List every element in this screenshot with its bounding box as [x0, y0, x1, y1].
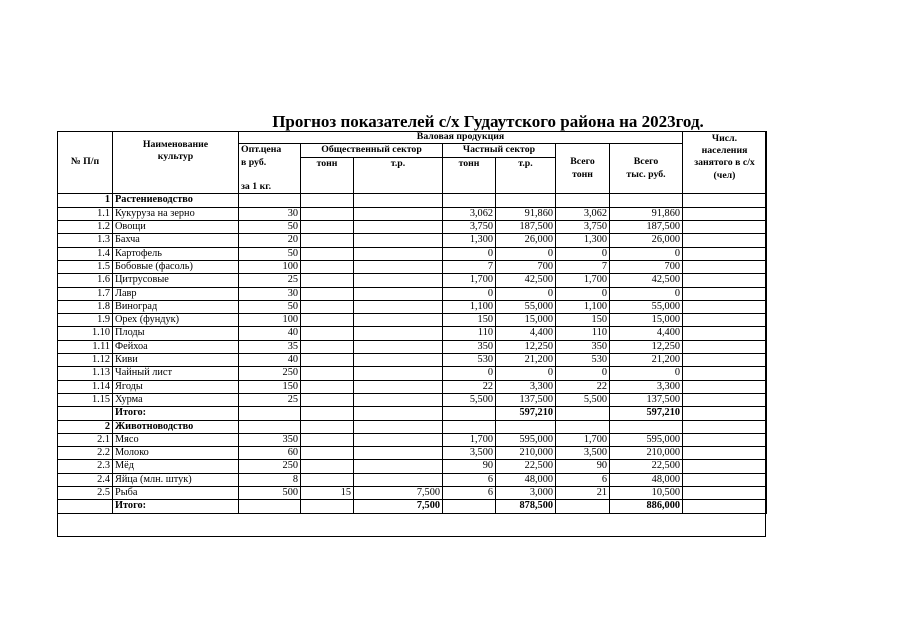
- document-title: Прогноз показателей с/х Гудаутского района на 2023год.: [272, 112, 704, 131]
- price-cell: 25: [239, 274, 301, 287]
- total-rub-cell: 48,000: [610, 473, 683, 486]
- crop-name: Рыба: [113, 487, 239, 500]
- population-cell: [683, 314, 767, 327]
- private-tr-cell: 42,500: [496, 274, 556, 287]
- private-tons-cell: 0: [443, 367, 496, 380]
- price-cell: 50: [239, 300, 301, 313]
- empty-cell: [301, 407, 354, 420]
- total-tons-cell: 1,300: [556, 234, 610, 247]
- row-number: 2.3: [58, 460, 113, 473]
- production-forecast-table: [57, 131, 767, 514]
- private-tons-cell: 1,300: [443, 234, 496, 247]
- total-tons-cell: 0: [556, 247, 610, 260]
- header-gross-production: Валовая продукция: [239, 131, 683, 144]
- empty-cell: [443, 194, 496, 207]
- price-cell: 60: [239, 447, 301, 460]
- total-rub-cell: 0: [610, 367, 683, 380]
- total-rub-cell: 0: [610, 287, 683, 300]
- public-tons-cell: [301, 340, 354, 353]
- empty-cell: [683, 420, 767, 433]
- private-tr-cell: 55,000: [496, 300, 556, 313]
- population-cell: [683, 287, 767, 300]
- public-tons-cell: [301, 234, 354, 247]
- population-cell: [683, 354, 767, 367]
- table-row: [58, 207, 767, 220]
- price-cell: 40: [239, 354, 301, 367]
- public-tr-cell: [354, 380, 443, 393]
- row-number: 1.15: [58, 393, 113, 406]
- total-tons-cell: 1,700: [556, 433, 610, 446]
- public-tons-cell: [301, 314, 354, 327]
- crop-name: Лавр: [113, 287, 239, 300]
- private-tons-cell: 530: [443, 354, 496, 367]
- price-cell: 35: [239, 340, 301, 353]
- price-cell: 20: [239, 234, 301, 247]
- table-row: [58, 314, 767, 327]
- price-cell: 150: [239, 380, 301, 393]
- private-tons-cell: 0: [443, 247, 496, 260]
- total-rub-cell: 91,860: [610, 207, 683, 220]
- total-rub-cell: 0: [610, 247, 683, 260]
- population-cell: [683, 367, 767, 380]
- private-tons-cell: 1,100: [443, 300, 496, 313]
- table-row: [58, 260, 767, 273]
- total-rub-cell: 700: [610, 260, 683, 273]
- price-cell: 250: [239, 367, 301, 380]
- empty-cell: [683, 500, 767, 513]
- private-tr-cell: 48,000: [496, 473, 556, 486]
- private-tons-cell: 150: [443, 314, 496, 327]
- row-number: 1.13: [58, 367, 113, 380]
- table-row: [58, 234, 767, 247]
- total-public-tr: 7,500: [354, 500, 443, 513]
- public-tr-cell: [354, 274, 443, 287]
- public-tr-cell: [354, 314, 443, 327]
- total-tons-cell: 1,700: [556, 274, 610, 287]
- table-row: [58, 221, 767, 234]
- total-rub-cell: 210,000: [610, 447, 683, 460]
- row-number: 1.11: [58, 340, 113, 353]
- public-tons-cell: [301, 473, 354, 486]
- row-number: 2.1: [58, 433, 113, 446]
- crop-name: Цитрусовые: [113, 274, 239, 287]
- public-tons-cell: [301, 393, 354, 406]
- total-tons-cell: 150: [556, 314, 610, 327]
- total-tons-cell: 0: [556, 287, 610, 300]
- header-public-sector: Общественный сектор: [301, 144, 443, 157]
- private-tr-cell: 210,000: [496, 447, 556, 460]
- price-cell: 100: [239, 314, 301, 327]
- table-row: [58, 447, 767, 460]
- total-rub-cell: 4,400: [610, 327, 683, 340]
- crop-name: Молоко: [113, 447, 239, 460]
- total-tons-cell: 6: [556, 473, 610, 486]
- crop-name: Яйца (млн. штук): [113, 473, 239, 486]
- private-tons-cell: 1,700: [443, 274, 496, 287]
- row-number: 1.9: [58, 314, 113, 327]
- public-tr-cell: [354, 234, 443, 247]
- total-tons-cell: 0: [556, 367, 610, 380]
- empty-cell: [683, 194, 767, 207]
- public-tr-cell: [354, 433, 443, 446]
- public-tons-cell: [301, 433, 354, 446]
- crop-name: Виноград: [113, 300, 239, 313]
- price-cell: 350: [239, 433, 301, 446]
- section-name: Животноводство: [113, 420, 239, 433]
- price-cell: 8: [239, 473, 301, 486]
- population-cell: [683, 221, 767, 234]
- total-rub-cell: 595,000: [610, 433, 683, 446]
- private-tr-cell: 0: [496, 287, 556, 300]
- crop-name: Овощи: [113, 221, 239, 234]
- population-cell: [683, 380, 767, 393]
- price-cell: 30: [239, 207, 301, 220]
- private-tr-cell: 0: [496, 367, 556, 380]
- table-row: [58, 380, 767, 393]
- public-tr-cell: [354, 300, 443, 313]
- empty-cell: [301, 500, 354, 513]
- table-row: [58, 460, 767, 473]
- private-tr-cell: 26,000: [496, 234, 556, 247]
- price-cell: 50: [239, 247, 301, 260]
- table-row: [58, 473, 767, 486]
- total-tons-cell: 1,100: [556, 300, 610, 313]
- empty-cell: [556, 420, 610, 433]
- public-tons-cell: [301, 221, 354, 234]
- table-row: [58, 287, 767, 300]
- total-private-tr: 597,210: [496, 407, 556, 420]
- public-tons-cell: [301, 274, 354, 287]
- public-tons-cell: [301, 260, 354, 273]
- total-rub-cell: 22,500: [610, 460, 683, 473]
- population-cell: [683, 207, 767, 220]
- section-name: Растениеводство: [113, 194, 239, 207]
- empty-cell: [443, 500, 496, 513]
- public-tons-cell: [301, 207, 354, 220]
- public-tr-cell: [354, 367, 443, 380]
- header-private-tr: т.р.: [496, 157, 556, 194]
- private-tons-cell: 5,500: [443, 393, 496, 406]
- header-total-tons: Всего тонн: [556, 144, 610, 194]
- private-tons-cell: 6: [443, 487, 496, 500]
- total-tons-cell: 90: [556, 460, 610, 473]
- total-row: [58, 407, 767, 420]
- public-tr-cell: [354, 287, 443, 300]
- private-tr-cell: 3,000: [496, 487, 556, 500]
- empty-cell: [496, 194, 556, 207]
- total-rub-cell: 3,300: [610, 380, 683, 393]
- empty-cell: [301, 420, 354, 433]
- row-number: 1.5: [58, 260, 113, 273]
- row-number: 1.12: [58, 354, 113, 367]
- row-number: 1.1: [58, 207, 113, 220]
- price-cell: 40: [239, 327, 301, 340]
- table-row: [58, 327, 767, 340]
- private-tr-cell: 137,500: [496, 393, 556, 406]
- crop-name: Орех (фундук): [113, 314, 239, 327]
- empty-cell: [354, 420, 443, 433]
- crop-name: Фейхоа: [113, 340, 239, 353]
- private-tr-cell: 3,300: [496, 380, 556, 393]
- header-private-tons: тонн: [443, 157, 496, 194]
- empty-cell: [239, 407, 301, 420]
- public-tr-cell: [354, 221, 443, 234]
- private-tr-cell: 91,860: [496, 207, 556, 220]
- total-tons-cell: 3,062: [556, 207, 610, 220]
- total-label: Итого:: [113, 500, 239, 513]
- population-cell: [683, 274, 767, 287]
- header-name: Наименование культур: [113, 131, 239, 194]
- private-tons-cell: 350: [443, 340, 496, 353]
- public-tr-cell: [354, 354, 443, 367]
- empty-cell: [683, 407, 767, 420]
- total-tons-cell: 3,500: [556, 447, 610, 460]
- public-tons-cell: [301, 367, 354, 380]
- population-cell: [683, 327, 767, 340]
- empty-cell: [610, 194, 683, 207]
- population-cell: [683, 234, 767, 247]
- crop-name: Мясо: [113, 433, 239, 446]
- total-tons-cell: 22: [556, 380, 610, 393]
- empty-cell: [354, 194, 443, 207]
- header-private-sector: Частный сектор: [443, 144, 556, 157]
- private-tr-cell: 12,250: [496, 340, 556, 353]
- total-rub-cell: 12,250: [610, 340, 683, 353]
- population-cell: [683, 247, 767, 260]
- empty-cell: [496, 420, 556, 433]
- total-rub-cell: 15,000: [610, 314, 683, 327]
- empty-cell: [443, 407, 496, 420]
- private-tons-cell: 3,500: [443, 447, 496, 460]
- public-tons-cell: [301, 354, 354, 367]
- total-private-tr: 878,500: [496, 500, 556, 513]
- price-cell: 50: [239, 221, 301, 234]
- private-tons-cell: 3,062: [443, 207, 496, 220]
- private-tr-cell: 700: [496, 260, 556, 273]
- header-num: № П/п: [58, 131, 113, 194]
- row-number: 2.2: [58, 447, 113, 460]
- public-tr-cell: [354, 473, 443, 486]
- private-tr-cell: 15,000: [496, 314, 556, 327]
- row-number: 2.4: [58, 473, 113, 486]
- population-cell: [683, 300, 767, 313]
- public-tr-cell: [354, 340, 443, 353]
- private-tr-cell: 187,500: [496, 221, 556, 234]
- population-cell: [683, 393, 767, 406]
- header-population: Числ. населения занятого в с/х (чел): [683, 131, 767, 194]
- private-tons-cell: 22: [443, 380, 496, 393]
- total-rub: 597,210: [610, 407, 683, 420]
- row-number: 1.8: [58, 300, 113, 313]
- empty-cell: [58, 500, 113, 513]
- crop-name: Хурма: [113, 393, 239, 406]
- total-tons-cell: 7: [556, 260, 610, 273]
- public-tons-cell: [301, 327, 354, 340]
- table-row: [58, 487, 767, 500]
- header-public-tons: тонн: [301, 157, 354, 194]
- table-row: [58, 354, 767, 367]
- population-cell: [683, 260, 767, 273]
- private-tons-cell: 90: [443, 460, 496, 473]
- population-cell: [683, 487, 767, 500]
- header-row-1: [58, 131, 767, 144]
- crop-name: Бобовые (фасоль): [113, 260, 239, 273]
- public-tons-cell: [301, 287, 354, 300]
- table-row: [58, 340, 767, 353]
- public-tr-cell: 7,500: [354, 487, 443, 500]
- public-tons-cell: [301, 380, 354, 393]
- total-rub-cell: 137,500: [610, 393, 683, 406]
- empty-cell: [610, 420, 683, 433]
- section-header-row: [58, 194, 767, 207]
- total-public-tr: [354, 407, 443, 420]
- total-label: Итого:: [113, 407, 239, 420]
- private-tons-cell: 3,750: [443, 221, 496, 234]
- total-row: [58, 500, 767, 513]
- crop-name: Киви: [113, 354, 239, 367]
- price-cell: 25: [239, 393, 301, 406]
- row-number: 1.2: [58, 221, 113, 234]
- row-number: 1.14: [58, 380, 113, 393]
- crop-name: Мёд: [113, 460, 239, 473]
- header-price: Опт.цена в руб. за 1 кг.: [239, 144, 301, 194]
- price-cell: 100: [239, 260, 301, 273]
- header-public-tr: т.р.: [354, 157, 443, 194]
- public-tr-cell: [354, 447, 443, 460]
- row-number: 1.7: [58, 287, 113, 300]
- empty-cell: [443, 420, 496, 433]
- public-tons-cell: [301, 460, 354, 473]
- total-rub-cell: 42,500: [610, 274, 683, 287]
- empty-cell: [239, 194, 301, 207]
- private-tons-cell: 110: [443, 327, 496, 340]
- table-row: [58, 274, 767, 287]
- total-tons-cell: 530: [556, 354, 610, 367]
- total-rub-cell: 10,500: [610, 487, 683, 500]
- crop-name: Плоды: [113, 327, 239, 340]
- population-cell: [683, 340, 767, 353]
- population-cell: [683, 460, 767, 473]
- section-number: 2: [58, 420, 113, 433]
- table-row: [58, 393, 767, 406]
- total-rub-cell: 187,500: [610, 221, 683, 234]
- empty-cell: [301, 194, 354, 207]
- private-tons-cell: 7: [443, 260, 496, 273]
- public-tons-cell: [301, 300, 354, 313]
- public-tons-cell: 15: [301, 487, 354, 500]
- public-tons-cell: [301, 247, 354, 260]
- crop-name: Кукуруза на зерно: [113, 207, 239, 220]
- empty-cell: [239, 420, 301, 433]
- total-rub-cell: 21,200: [610, 354, 683, 367]
- public-tr-cell: [354, 260, 443, 273]
- row-number: 1.4: [58, 247, 113, 260]
- total-rub-cell: 55,000: [610, 300, 683, 313]
- row-number: 1.3: [58, 234, 113, 247]
- crop-name: Чайный лист: [113, 367, 239, 380]
- empty-cell: [556, 500, 610, 513]
- private-tons-cell: 6: [443, 473, 496, 486]
- table-row: [58, 300, 767, 313]
- empty-cell: [556, 407, 610, 420]
- population-cell: [683, 473, 767, 486]
- price-cell: 250: [239, 460, 301, 473]
- header-total-rub: Всего тыс. руб.: [610, 144, 683, 194]
- row-number: 1.10: [58, 327, 113, 340]
- public-tons-cell: [301, 447, 354, 460]
- public-tr-cell: [354, 327, 443, 340]
- private-tr-cell: 4,400: [496, 327, 556, 340]
- section-number: 1: [58, 194, 113, 207]
- row-number: 2.5: [58, 487, 113, 500]
- public-tr-cell: [354, 460, 443, 473]
- private-tr-cell: 21,200: [496, 354, 556, 367]
- private-tr-cell: 595,000: [496, 433, 556, 446]
- total-tons-cell: 21: [556, 487, 610, 500]
- crop-name: Бахча: [113, 234, 239, 247]
- empty-cell: [239, 500, 301, 513]
- row-number: 1.6: [58, 274, 113, 287]
- price-cell: 30: [239, 287, 301, 300]
- private-tons-cell: 1,700: [443, 433, 496, 446]
- section-header-row: [58, 420, 767, 433]
- private-tr-cell: 0: [496, 247, 556, 260]
- public-tr-cell: [354, 393, 443, 406]
- public-tr-cell: [354, 207, 443, 220]
- crop-name: Картофель: [113, 247, 239, 260]
- table-row: [58, 433, 767, 446]
- public-tr-cell: [354, 247, 443, 260]
- total-tons-cell: 5,500: [556, 393, 610, 406]
- total-rub-cell: 26,000: [610, 234, 683, 247]
- table-row: [58, 247, 767, 260]
- total-rub: 886,000: [610, 500, 683, 513]
- empty-cell: [58, 407, 113, 420]
- total-tons-cell: 350: [556, 340, 610, 353]
- population-cell: [683, 447, 767, 460]
- private-tons-cell: 0: [443, 287, 496, 300]
- private-tr-cell: 22,500: [496, 460, 556, 473]
- population-cell: [683, 433, 767, 446]
- total-tons-cell: 110: [556, 327, 610, 340]
- table-row: [58, 367, 767, 380]
- price-cell: 500: [239, 487, 301, 500]
- crop-name: Ягоды: [113, 380, 239, 393]
- empty-cell: [556, 194, 610, 207]
- total-tons-cell: 3,750: [556, 221, 610, 234]
